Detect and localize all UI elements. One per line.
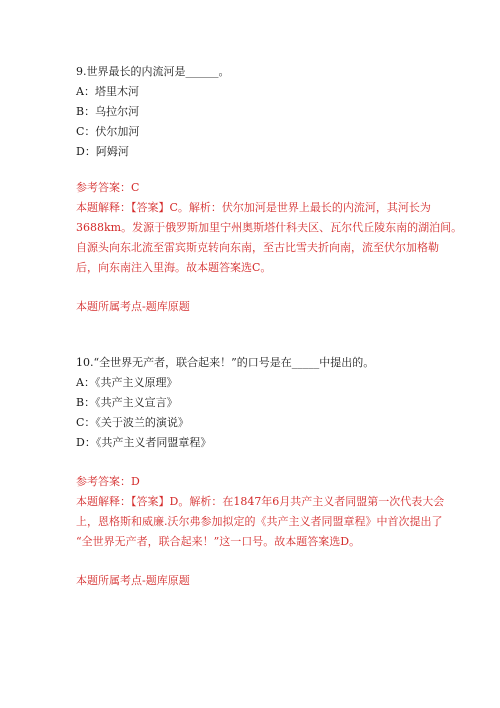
option-b: B：《共产主义宣言》 <box>76 396 178 409</box>
analysis-line: 自源头向东北流至雷宾斯克转向东南，至古比雪夫折向南，流至伏尔加格勒 <box>76 241 439 254</box>
analysis-line: 3688km。发源于俄罗斯加里宁州奥斯塔什科夫区、瓦尔代丘陵东南的湖泊间。 <box>76 221 463 234</box>
option-b: B：乌拉尔河 <box>76 105 140 118</box>
analysis-line: 上，恩格斯和威廉.沃尔弗参加拟定的《共产主义者同盟章程》中首次提出了 <box>76 515 443 528</box>
question-stem: 10.“全世界无产者，联合起来！”的口号是在_____中提出的。 <box>76 356 375 369</box>
option-d: D：阿姆河 <box>76 145 129 158</box>
question-10 <box>76 353 436 453</box>
source-9 <box>76 297 436 317</box>
question-9 <box>76 62 436 162</box>
option-a: A：塔里木河 <box>76 85 139 98</box>
question-source: 本题所属考点-题库原题 <box>76 574 190 587</box>
option-d: D：《共产主义者同盟章程》 <box>76 436 212 449</box>
option-c: C：伏尔加河 <box>76 125 140 138</box>
reference-answer: 参考答案：C <box>76 181 140 194</box>
analysis-line: “全世界无产者，联合起来！”这一口号。故本题答案选D。 <box>76 535 361 548</box>
question-stem: 9.世界最长的内流河是______。 <box>76 65 230 78</box>
option-a: A：《共产主义原理》 <box>76 376 178 389</box>
reference-answer: 参考答案：D <box>76 475 140 488</box>
answer-10 <box>76 472 445 552</box>
option-c: C：《关于波兰的演说》 <box>76 416 189 429</box>
question-source: 本题所属考点-题库原题 <box>76 300 190 313</box>
analysis-line: 本题解释：【答案】D。解析：在1847年6月共产主义者同盟第一次代表大会 <box>76 495 445 508</box>
answer-9 <box>76 178 463 278</box>
source-10 <box>76 571 436 591</box>
analysis-line: 后，向东南注入里海。故本题答案选C。 <box>76 261 272 274</box>
analysis-line: 本题解释：【答案】C。解析：伏尔加河是世界上最长的内流河，其河长为 <box>76 201 431 214</box>
